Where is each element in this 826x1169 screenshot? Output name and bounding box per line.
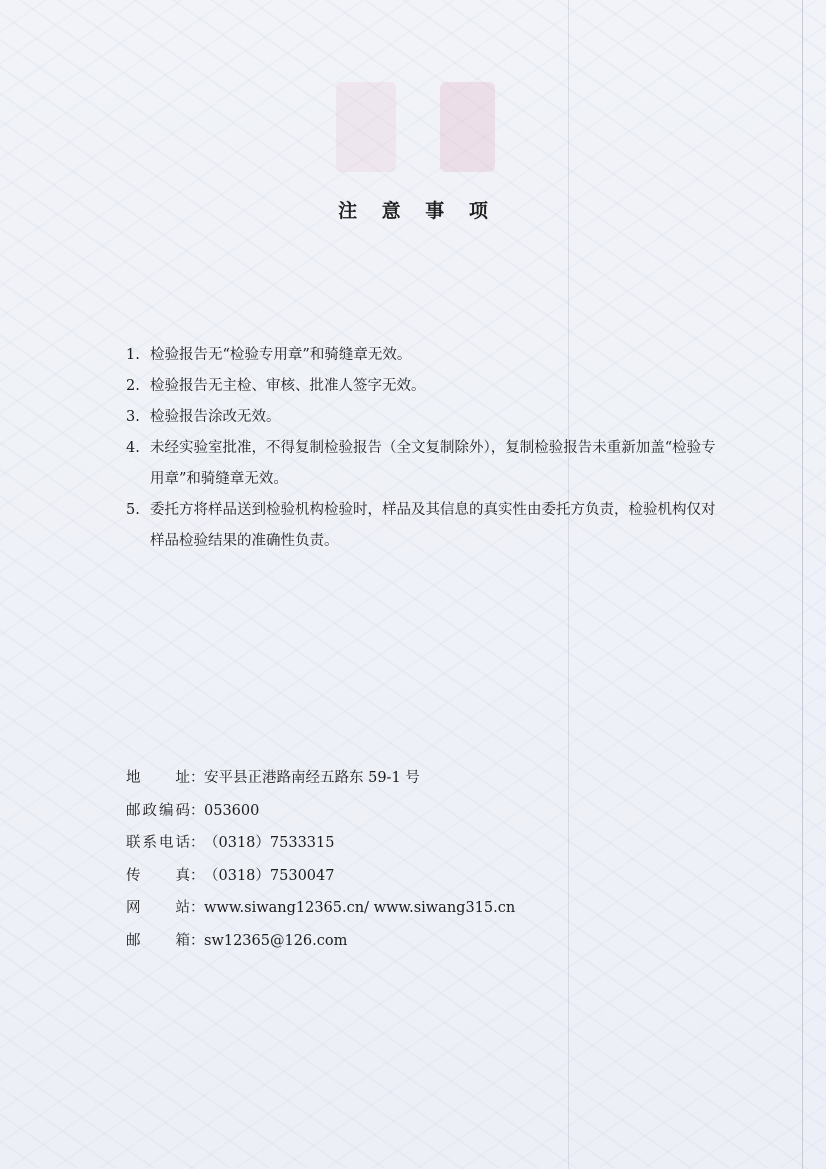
contact-colon: ： [190, 932, 205, 949]
list-item [126, 495, 726, 557]
page-edge-line [802, 0, 803, 1169]
note-number: 1. [126, 347, 140, 363]
contact-website [126, 892, 726, 925]
fold-line [568, 0, 569, 1169]
contact-colon: ： [190, 802, 205, 819]
contact-value: www.siwang12365.cn/ www.siwang315.cn [204, 900, 516, 916]
note-number: 4. [126, 440, 140, 456]
contact-value: 安平县正港路南经五路东 59-1 号 [204, 770, 420, 786]
contact-label: 联系电话 [126, 835, 190, 851]
contact-info [126, 762, 726, 957]
contact-label: 邮政编码 [126, 802, 190, 819]
list-item [126, 371, 726, 402]
contact-label: 邮箱 [126, 932, 190, 949]
contact-value: （0318）7533315 [204, 835, 335, 851]
contact-value: （0318）7530047 [204, 867, 335, 884]
contact-colon: ： [190, 867, 205, 884]
list-item [126, 340, 726, 371]
note-text: 检验报告无主检、审核、批准人签字无效。 [150, 378, 426, 394]
contact-value: sw12365@126.com [204, 932, 348, 949]
contact-colon: ： [190, 900, 205, 916]
page-title: 注 意 事 项 [338, 200, 497, 222]
contact-label: 地址 [126, 770, 190, 786]
contact-address [126, 762, 726, 795]
seal-bleed-through [336, 82, 396, 172]
contact-label: 网站 [126, 900, 190, 916]
contact-phone [126, 827, 726, 860]
contact-colon: ： [190, 770, 205, 786]
note-number: 2. [126, 378, 140, 394]
list-item [126, 402, 726, 433]
contact-label: 传真 [126, 867, 190, 884]
contact-fax [126, 860, 726, 893]
note-number: 3. [126, 409, 140, 425]
contact-colon: ： [190, 835, 205, 851]
notes-list [126, 340, 726, 557]
note-text: 委托方将样品送到检验机构检验时，样品及其信息的真实性由委托方负责，检验机构仅对样品检验结果的准确性负责。 [150, 502, 716, 549]
note-text: 检验报告无“检验专用章”和骑缝章无效。 [150, 347, 412, 363]
seal-bleed-through [440, 82, 495, 172]
contact-postcode [126, 795, 726, 828]
list-item [126, 433, 726, 495]
contact-email [126, 925, 726, 958]
note-text: 检验报告涂改无效。 [150, 409, 281, 425]
note-text: 未经实验室批准，不得复制检验报告（全文复制除外），复制检验报告未重新加盖“检验专用章”和骑缝章无效。 [150, 440, 716, 487]
contact-value: 053600 [204, 802, 260, 819]
note-number: 5. [126, 502, 140, 518]
